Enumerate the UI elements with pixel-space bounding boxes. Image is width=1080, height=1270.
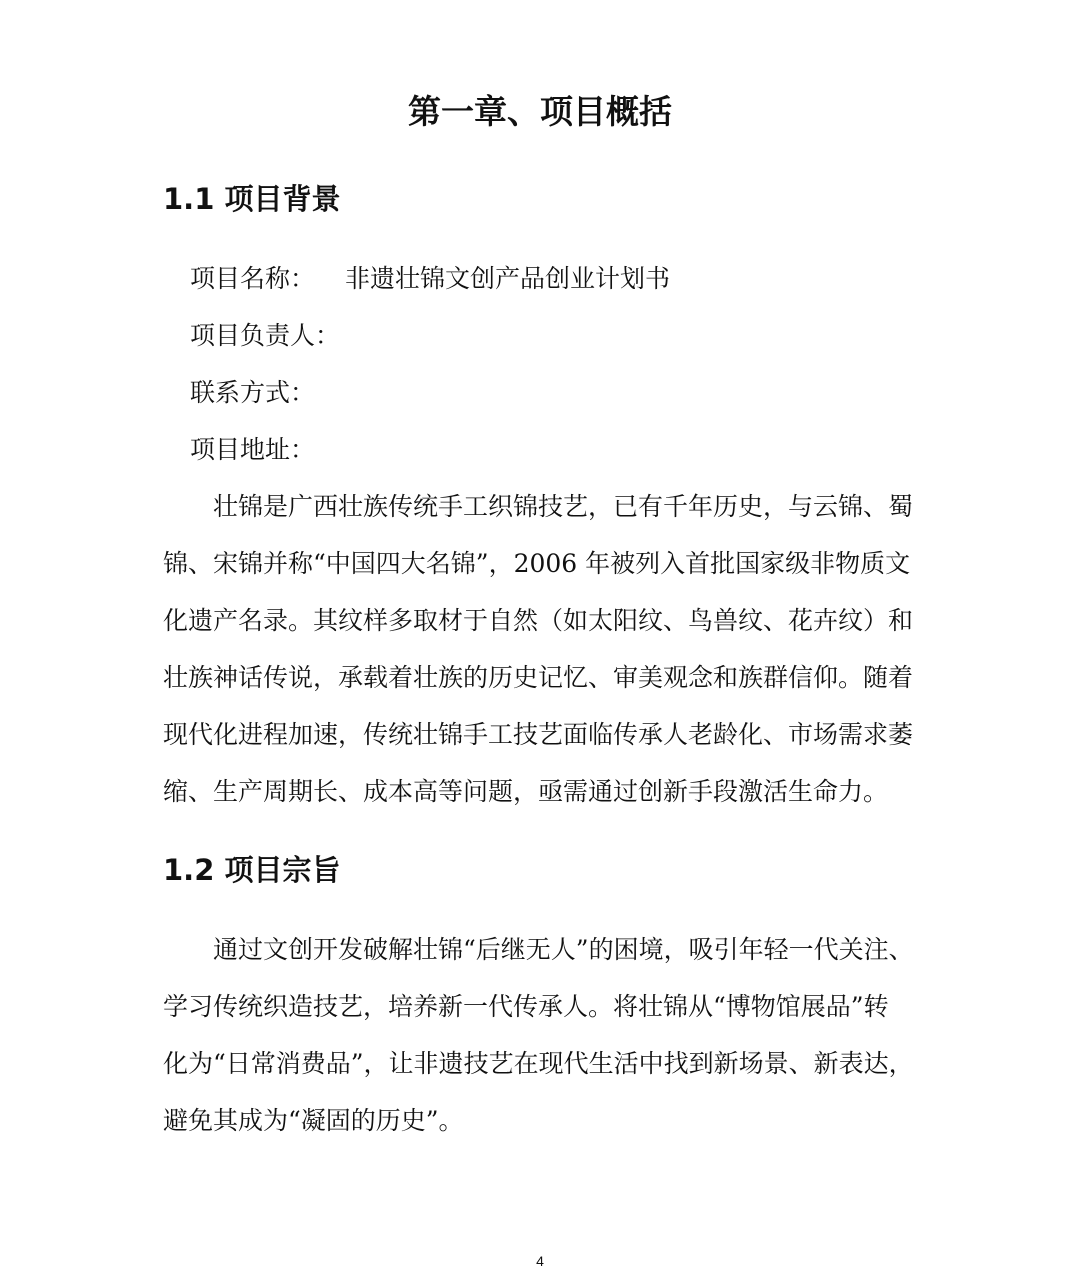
paragraph-line: 化为“日常消费品”，让非遗技艺在现代生活中找到新场景、新表达， — [163, 1049, 914, 1078]
field-label: 联系方式： — [190, 378, 316, 407]
field-value: 非遗壮锦文创产品创业计划书 — [345, 264, 671, 293]
section-heading-purpose: 1.2 项目宗旨 — [163, 853, 341, 887]
paragraph-line: 现代化进程加速，传统壮锦手工技艺面临传承人老龄化、市场需求萎 — [163, 720, 914, 749]
field-label: 项目负责人： — [190, 321, 341, 350]
paragraph-line: 化遗产名录。其纹样多取材于自然（如太阳纹、鸟兽纹、花卉纹）和 — [163, 606, 914, 635]
field-project-leader — [190, 316, 340, 356]
field-label: 项目地址： — [190, 435, 316, 464]
chapter-title: 第一章、项目概括 — [408, 92, 672, 131]
paragraph-line: 缩、生产周期长、成本高等问题，亟需通过创新手段激活生命力。 — [163, 777, 889, 806]
paragraph-line: 壮族神话传说，承载着壮族的历史记忆、审美观念和族群信仰。随着 — [163, 663, 914, 692]
field-address — [190, 430, 315, 470]
section-heading-background: 1.1 项目背景 — [163, 182, 341, 216]
field-project-name — [190, 259, 670, 299]
field-label: 项目名称： — [190, 264, 316, 293]
paragraph-line: 学习传统织造技艺，培养新一代传承人。将壮锦从“博物馆展品”转 — [163, 992, 889, 1021]
page-number: 4 — [536, 1253, 544, 1269]
paragraph-line: 避免其成为“凝固的历史”。 — [163, 1106, 464, 1135]
paragraph-line: 壮锦是广西壮族传统手工织锦技艺，已有千年历史，与云锦、蜀 — [213, 492, 914, 521]
paragraph-line: 通过文创开发破解壮锦“后继无人”的困境，吸引年轻一代关注、 — [213, 935, 914, 964]
paragraph-line: 锦、宋锦并称“中国四大名锦”，2006 年被列入首批国家级非物质文 — [163, 549, 911, 578]
field-contact — [190, 373, 315, 413]
